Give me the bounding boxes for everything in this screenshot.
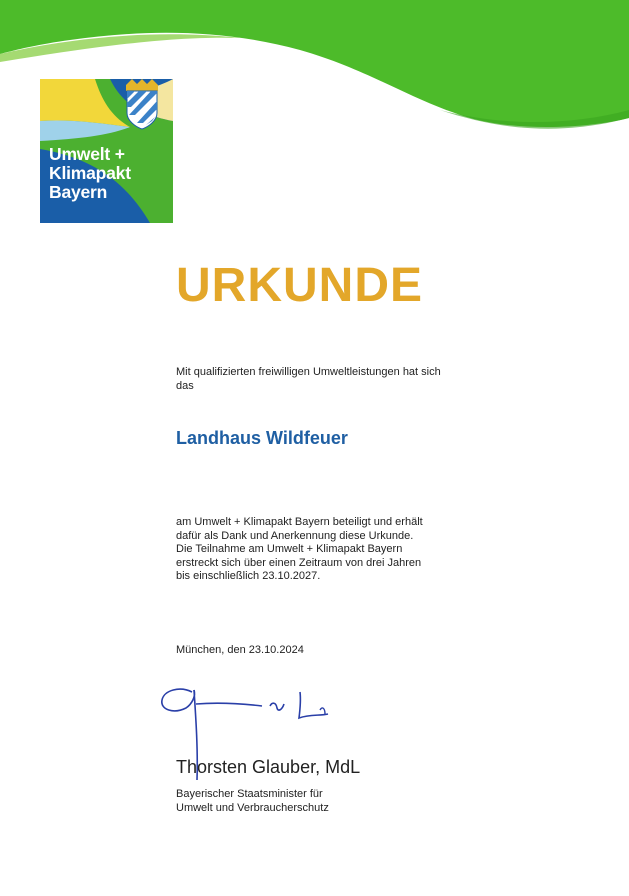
logo-line: Bayern: [49, 182, 108, 202]
role-line: Bayerischer Staatsminister für: [176, 788, 323, 800]
role-line: Umwelt und Verbraucherschutz: [176, 801, 329, 814]
logo-wordmark: [49, 145, 131, 202]
detail-line: Die Teilnahme am Umwelt + Klimapakt Bayern: [176, 543, 403, 555]
detail-line: am Umwelt + Klimapakt Bayern beteiligt und erhält: [176, 516, 423, 528]
umwelt-klimapakt-logo: [40, 79, 173, 223]
intro-text: [176, 366, 441, 393]
bavarian-crest-icon: [126, 79, 158, 129]
detail-line: bis einschließlich 23.10.2027.: [176, 570, 321, 582]
place-date: München, den 23.10.2024: [176, 644, 304, 656]
details-text: [176, 516, 423, 584]
intro-line: Mit qualifizierten freiwilligen Umweltleistungen hat sich: [176, 366, 441, 378]
signer-name: Thorsten Glauber, MdL: [176, 757, 361, 777]
logo-line: Umwelt +: [49, 144, 125, 164]
intro-line: das: [176, 379, 194, 392]
certificate-title: URKUNDE: [176, 259, 423, 312]
logo-line: Klimapakt: [49, 163, 131, 183]
detail-line: dafür als Dank und Anerkennung diese Urkunde.: [176, 529, 414, 542]
recipient-name: Landhaus Wildfeuer: [176, 428, 348, 448]
signer-role: [176, 788, 329, 815]
detail-line: erstreckt sich über einen Zeitraum von drei Jahren: [176, 556, 422, 569]
